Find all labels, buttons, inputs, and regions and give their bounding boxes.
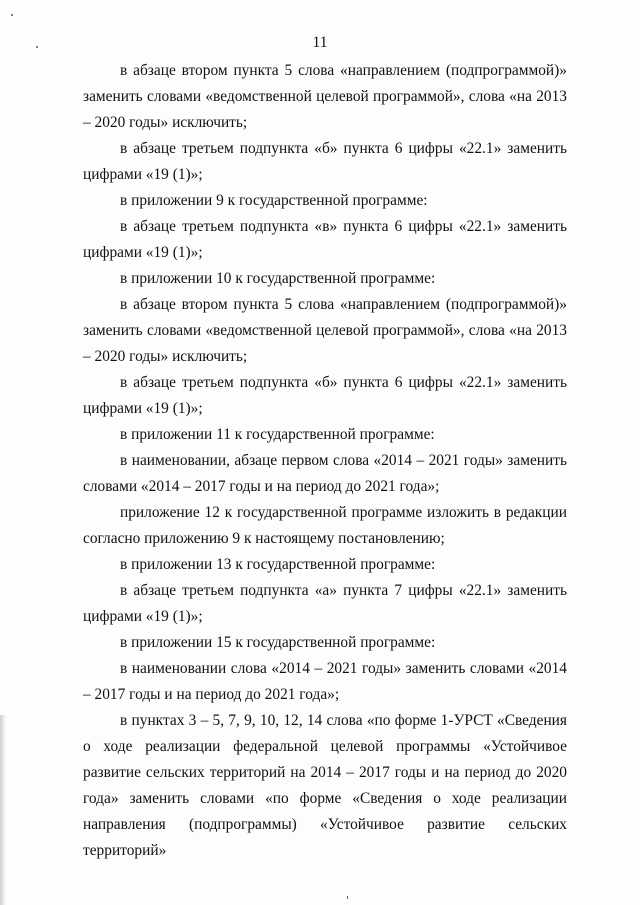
paragraph: в пунктах 3 – 5, 7, 9, 10, 12, 14 слова «по форме 1-УРСТ «Сведения о ходе реализации федеральной целевой программы «Устойчивое развитие сельских территорий на 2014 – 2017 годы и на период до 2020 года» заменить словами «по форме «Сведения о ходе реализации направления (подпрограммы) «Устойчивое развитие сельских территорий» — [83, 712, 567, 859]
paragraph: в абзаце третьем подпункта «б» пункта 6 цифры «22.1» заменить цифрами «19 (1)»; — [83, 140, 567, 183]
paragraph: в абзаце третьем подпункта «а» пункта 7 цифры «22.1» заменить цифрами «19 (1)»; — [83, 582, 567, 625]
paragraph: в абзаце третьем подпункта «б» пункта 6 цифры «22.1» заменить цифрами «19 (1)»; — [83, 374, 567, 417]
page-number: 11 — [312, 34, 328, 51]
paragraph: в приложении 15 к государственной программе: — [120, 634, 436, 651]
paragraph: в приложении 10 к государственной программе: — [120, 270, 436, 287]
scan-speck — [347, 896, 348, 899]
scan-speck — [36, 46, 38, 48]
paragraph: в приложении 13 к государственной программе: — [120, 556, 436, 573]
paragraph: приложение 12 к государственной программе изложить в редакции согласно приложению 9 к настоящему постановлению; — [83, 504, 567, 547]
paragraph: в приложении 11 к государственной программе: — [120, 426, 435, 443]
paragraph: в абзаце втором пункта 5 слова «направлением (подпрограммой)» заменить словами «ведомственной целевой программой», слова «на 2013 – 2020 годы» исключить; — [83, 296, 567, 365]
paragraph: в наименовании слова «2014 – 2021 годы» заменить словами «2014 – 2017 годы и на период до 2021 года»; — [83, 660, 567, 703]
scan-speck — [11, 14, 13, 16]
scan-edge-shadow — [0, 715, 6, 905]
paragraph: в приложении 9 к государственной программе: — [120, 192, 428, 209]
paragraph: в наименовании, абзаце первом слова «2014 – 2021 годы» заменить словами «2014 – 2017 годы и на период до 2021 года»; — [83, 452, 567, 495]
paragraph: в абзаце втором пункта 5 слова «направлением (подпрограммой)» заменить словами «ведомственной целевой программой», слова «на 2013 – 2020 годы» исключить; — [83, 62, 567, 131]
paragraph: в абзаце третьем подпункта «в» пункта 6 цифры «22.1» заменить цифрами «19 (1)»; — [83, 218, 567, 261]
document-body — [83, 58, 567, 864]
